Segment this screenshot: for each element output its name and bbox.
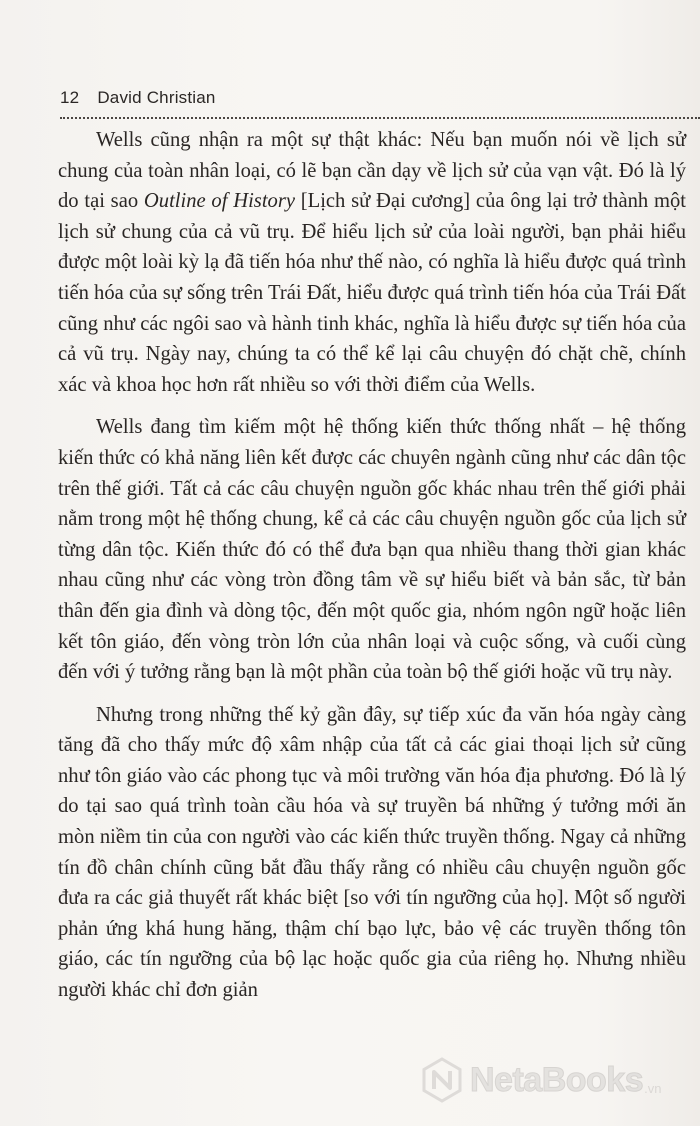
body-text [58, 125, 686, 1018]
watermark [418, 1056, 661, 1104]
netabooks-logo-icon [418, 1056, 466, 1104]
paragraph-1-start: Wells cũng nhận ra một sự thật khác: Nếu bạn muốn nói về lịch sử chung của toàn nhân loại, có lẽ bạn cần dạy về lịch sử của vạn vật. Đó là lý do tại sao [58, 129, 686, 213]
page-number: 12 [60, 88, 80, 107]
paragraph-1-end: [Lịch sử Đại cương] của ông lại trở thành một lịch sử chung của cả vũ trụ. Để hiểu lịch sử của loài người, bạn phải hiểu được một loài kỳ lạ đã tiến hóa như thế nào, có nghĩa là hiểu được quá trình tiến hóa của sự sống trên Trái Đất, hiểu được quá trình tiến hóa của Trái Đất cũng như các ngôi sao và hành tinh khác, nghĩa là hiểu được sự tiến hóa của cả vũ trụ. Ngày nay, chúng ta có thể kể lại câu chuyện đó chặt chẽ, chính xác và khoa học hơn rất nhiều so với thời điểm của Wells. [58, 190, 687, 396]
paragraph-2: Wells đang tìm kiếm một hệ thống kiến thức thống nhất – hệ thống kiến thức có khả năng liên kết được các chuyên ngành cũng như các dân tộc trên thế giới. Tất cả các câu chuyện nguồn gốc khác nhau trên thế giới phải nằm trong một hệ thống chung, kể cả các câu chuyện nguồn gốc của lịch sử từng dân tộc. Kiến thức đó có thể đưa bạn qua nhiều thang thời gian khác nhau cũng như các vòng tròn đồng tâm về sự hiểu biết và bản sắc, từ bản thân đến gia đình và dòng tộc, đến một quốc gia, nhóm ngôn ngữ hoặc liên kết tôn giáo, đến vòng tròn lớn của nhân loại và cuộc sống, và cuối cùng đến với ý tưởng rằng bạn là một phần của toàn bộ thế giới hoặc vũ trụ này. [58, 416, 686, 684]
paragraph-1 [58, 125, 686, 400]
book-title-italic: Outline of History [143, 190, 295, 213]
running-header [60, 88, 216, 108]
header-rule [60, 117, 700, 119]
watermark-brand: NetaBooks [470, 1060, 644, 1099]
paragraph-3: Nhưng trong những thế kỷ gần đây, sự tiếp xúc đa văn hóa ngày càng tăng đã cho thấy mức độ xâm nhập của tất cả các giai thoại lịch sử cũng như tôn giáo vào các phong tục và môi trường văn hóa địa phương. Đó là lý do tại sao quá trình toàn cầu hóa và sự truyền bá những ý tưởng mới ăn mòn niềm tin của con người vào các kiến thức truyền thống. Ngay cả những tín đồ chân chính cũng bắt đầu thấy rằng có nhiều câu chuyện nguồn gốc đưa ra các giả thuyết rất khác biệt [so với tín ngưỡng của họ]. Một số người phản ứng khá hung hăng, thậm chí bạo lực, bảo vệ các truyền thống tôn giáo, các tín ngưỡng của bộ lạc hoặc quốc gia của riêng họ. Nhưng nhiều người khác chỉ đơn giản [58, 703, 686, 1002]
author-name: David Christian [97, 88, 216, 107]
watermark-suffix: .vn [644, 1081, 662, 1096]
